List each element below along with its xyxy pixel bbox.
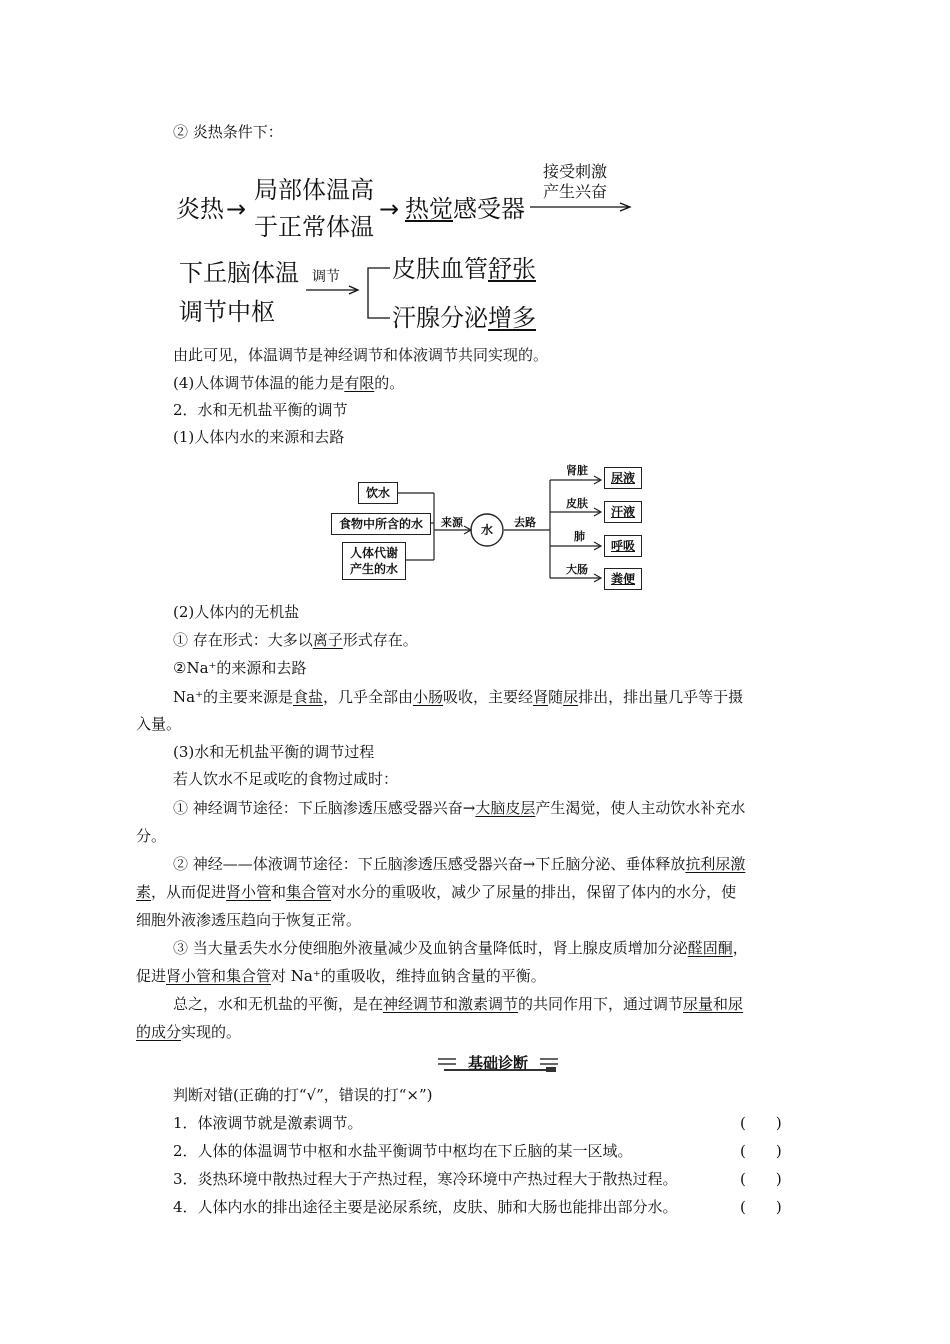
output-sweat: 汗液 — [604, 501, 642, 523]
question-3: 3．炎热环境中散热过程大于产热过程，寒冷环境中产热过程大于散热过程。 — [173, 1170, 678, 1188]
source-metabolic-water — [342, 542, 406, 580]
flow-condition-line1: 局部体温高 — [254, 176, 374, 204]
answer-blank-4[interactable]: ( ) — [740, 1198, 782, 1216]
neurohumoral-line1 — [173, 853, 745, 875]
nh-p4: 对水分的重吸收，减少了尿量的排出，保留了体内的水分，使 — [331, 883, 737, 901]
sum-p2: 的共同作用下，通过调节 — [518, 995, 684, 1013]
center-line1: 下丘脑体温 — [179, 259, 299, 287]
source-food-water: 食物中所含的水 — [331, 513, 431, 535]
aldosterone-line1 — [173, 937, 748, 959]
nh-u1b: 素 — [136, 883, 152, 901]
ald-p3: 促进 — [136, 967, 167, 985]
source-label: 来源 — [441, 516, 463, 529]
effect-2-underlined: 增多 — [488, 304, 536, 332]
neural-u1: 大脑皮层 — [475, 799, 536, 817]
question-2: 2．人体的体温调节中枢和水盐平衡调节中枢均在下丘脑的某一区域。 — [173, 1142, 633, 1160]
ald-u2: 肾小管和集合管 — [166, 967, 272, 985]
na-p1: Na⁺的主要来源是 — [173, 688, 293, 706]
judge-intro: 判断对错(正确的打“√”，错误的打“×”) — [173, 1086, 433, 1104]
flow-start: 炎热 — [176, 195, 224, 223]
salt-form — [173, 629, 418, 651]
organ-skin: 皮肤 — [566, 497, 588, 510]
flow-condition-line2: 于正常体温 — [254, 213, 374, 241]
metabolic-line2: 产生的水 — [349, 562, 398, 576]
na-u3: 肾 — [533, 688, 549, 706]
answer-blank-2[interactable]: ( ) — [740, 1142, 782, 1160]
flow-arrow-1: → — [226, 195, 247, 223]
heat-label: ② 炎热条件下： — [173, 123, 283, 141]
stimulus-line2: 产生兴奋 — [543, 182, 608, 201]
bracket — [362, 262, 394, 326]
regulate-arrow — [306, 283, 364, 297]
center-line2: 调节中枢 — [179, 298, 275, 326]
ald-p1: ③ 当大量丢失水分使细胞外液量减少及血钠含量降低时，肾上腺皮质增加分泌 — [173, 939, 688, 957]
organ-lung: 肺 — [574, 530, 585, 543]
ability-pre: (4)人体调节体温的能力是 — [173, 374, 345, 392]
organ-large-intestine: 大肠 — [566, 563, 588, 576]
ald-p2: ， — [732, 939, 748, 957]
process-title: (3)水和无机盐平衡的调节过程 — [173, 743, 375, 761]
ability-underlined: 有限 — [344, 374, 375, 392]
salt-form-post: 形式存在。 — [342, 631, 418, 649]
output-breath: 呼吸 — [604, 535, 642, 557]
ald-p4: 对 Na⁺的重吸收，维持血钠含量的平衡。 — [271, 967, 546, 985]
source-drinking-water: 饮水 — [358, 482, 398, 504]
neural-p2: 产生渴觉，使人主动饮水补充水 — [535, 799, 746, 817]
receptor-underlined: 热觉 — [405, 195, 453, 223]
nh-u1: 抗利尿激 — [685, 855, 746, 873]
sink-label: 去路 — [514, 516, 536, 529]
conclusion-text: 由此可见，体温调节是神经调节和体液调节共同实现的。 — [173, 346, 549, 364]
flow-receptor — [405, 194, 525, 224]
banner-title: 基础诊断 — [467, 1054, 528, 1072]
na-p5: 排出，排出量几乎等于摄 — [578, 688, 744, 706]
output-urine: 尿液 — [604, 467, 642, 489]
nh-u2: 肾小管 — [226, 883, 272, 901]
aldosterone-line2 — [136, 965, 546, 987]
na-p2: ，几乎全部由 — [323, 688, 414, 706]
water-title: (1)人体内水的来源和去路 — [173, 428, 345, 446]
summary-line2 — [136, 1021, 241, 1043]
receptor-rest: 感受器 — [453, 195, 525, 223]
flow-arrow-2: → — [379, 195, 400, 223]
effect-2 — [392, 303, 536, 333]
na-u4: 尿 — [563, 688, 579, 706]
na-p3: 吸收，主要经 — [443, 688, 534, 706]
organ-kidney: 肾脏 — [566, 464, 588, 477]
effect-1-pre: 皮肤血管 — [392, 255, 488, 283]
water-center: 水 — [481, 523, 494, 537]
ald-u1: 醛固酮 — [687, 939, 733, 957]
salt-form-underlined: 离子 — [312, 631, 343, 649]
long-arrow — [530, 200, 634, 214]
na-u2: 小肠 — [413, 688, 444, 706]
na-p4: 随 — [548, 688, 564, 706]
stimulus-line1: 接受刺激 — [543, 162, 608, 181]
nh-u3: 集合管 — [286, 883, 332, 901]
section-banner — [438, 1053, 558, 1073]
ability-post: 的。 — [374, 374, 405, 392]
metabolic-line1: 人体代谢 — [349, 546, 398, 560]
question-1: 1．体液调节就是激素调节。 — [173, 1114, 363, 1132]
sum-p3: 实现的。 — [181, 1023, 242, 1041]
process-intro: 若人饮水不足或吃的食物过咸时： — [173, 770, 399, 788]
salt-title: (2)人体内的无机盐 — [173, 603, 300, 621]
effect-1-underlined: 舒张 — [488, 255, 536, 283]
na-u1: 食盐 — [293, 688, 324, 706]
neural-p1: ① 神经调节途径：下丘脑渗透压感受器兴奋→ — [173, 799, 476, 817]
salt-form-pre: ① 存在形式：大多以 — [173, 631, 313, 649]
neurohumoral-line2 — [136, 881, 736, 903]
sum-u2b: 的成分 — [136, 1023, 182, 1041]
neurohumoral-line3: 细胞外液渗透压趋向于恢复正常。 — [136, 911, 362, 929]
na-text-line2: 入量。 — [136, 715, 182, 733]
sum-u2: 尿量和尿 — [683, 995, 744, 1013]
nh-p1: ② 神经——体液调节途径：下丘脑渗透压感受器兴奋→下丘脑分泌、垂体释放 — [173, 855, 686, 873]
summary-line1 — [173, 993, 743, 1015]
answer-blank-1[interactable]: ( ) — [740, 1114, 782, 1132]
answer-blank-3[interactable]: ( ) — [740, 1170, 782, 1188]
ability-text — [173, 372, 404, 394]
regulate-label: 调节 — [312, 269, 340, 285]
effect-2-pre: 汗腺分泌 — [392, 304, 488, 332]
output-feces: 粪便 — [604, 568, 642, 590]
section-2-heading: 2．水和无机盐平衡的调节 — [173, 401, 348, 419]
nh-p3: 和 — [271, 883, 287, 901]
neural-line2: 分。 — [136, 827, 167, 845]
sum-u1: 神经调节和激素调节 — [383, 995, 519, 1013]
sum-p1: 总之，水和无机盐的平衡，是在 — [173, 995, 384, 1013]
neural-line1 — [173, 797, 745, 819]
nh-p2: ，从而促进 — [151, 883, 227, 901]
effect-1 — [392, 254, 536, 284]
na-text-line1 — [173, 686, 743, 708]
question-4: 4．人体内水的排出途径主要是泌尿系统，皮肤、肺和大肠也能排出部分水。 — [173, 1198, 678, 1216]
na-title: ②Na⁺的来源和去路 — [173, 659, 307, 677]
